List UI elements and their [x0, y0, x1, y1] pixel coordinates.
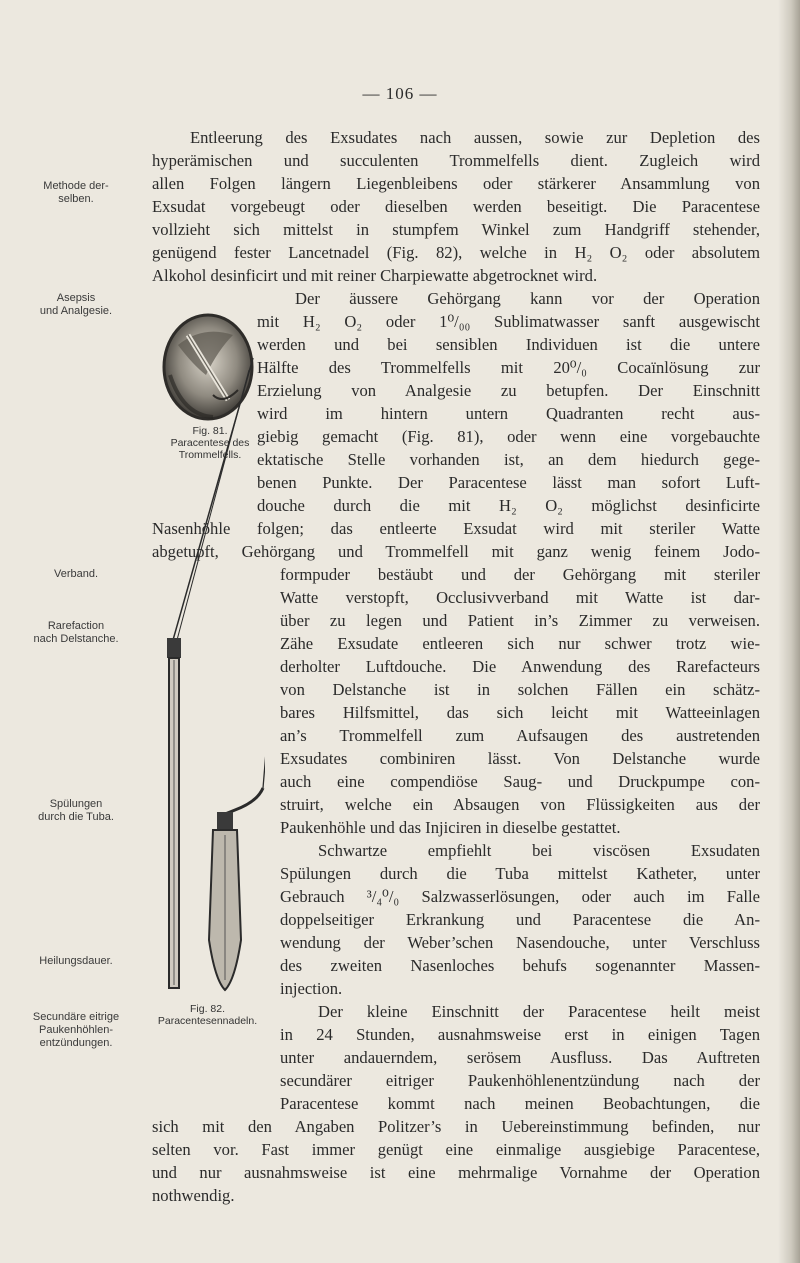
text-line: genügend fester Lancetnadel (Fig. 82), welche in H₂ O₂ oder absolutem: [152, 243, 760, 262]
text-line: unter andauerndem, serösem Ausfluss. Das Auftreten: [280, 1048, 760, 1067]
text-line: Entleerung des Exsudates nach aussen, sowie zur Depletion des: [190, 128, 760, 147]
text-line: über zu legen und Patient in’s Zimmer zu verweisen.: [280, 611, 760, 630]
text-line: injection.: [280, 979, 343, 998]
text-line: Alkohol desinficirt und mit reiner Charpiewatte abgetrocknet wird.: [152, 266, 598, 285]
text-line: werden und bei sensiblen Individuen ist die untere: [257, 335, 760, 354]
text-line: Paukenhöhle und das Injiciren in dieselbe gestattet.: [280, 818, 621, 837]
fig81-caption: Fig. 81. Paracentese des Trommelfells.: [170, 425, 250, 461]
page-number: — 106 —: [362, 84, 438, 103]
text-line: Schwartze empfiehlt bei viscösen Exsudaten: [318, 841, 760, 860]
text-line: auch eine compendiöse Saug- und Druckpumpe con-: [280, 772, 760, 791]
text-line: abgetupft, Gehörgang und Trommelfell mit ganz wenig feinem Jodo-: [152, 542, 760, 561]
text-line: Nasenhöhle folgen; das entleerte Exsudat wird mit steriler Watte: [152, 519, 760, 538]
text-line: allen Folgen längern Liegenbleibens oder stärkerer Ansammlung von: [152, 174, 760, 193]
text-line: Paracentese kommt nach meinen Beobachtungen, die: [280, 1094, 760, 1113]
margin-note-spuelungen: Spülungen durch die Tuba.: [38, 798, 114, 823]
margin-note-rarefaction: Rarefaction nach Delstanche.: [33, 620, 119, 645]
text-line: benen Punkte. Der Paracentese lässt man sofort Luft-: [257, 473, 760, 492]
text-line: Erzielung von Analgesie zu betupfen. Der Einschnitt: [257, 381, 760, 400]
text-line: formpuder bestäubt und der Gehörgang mit steriler: [280, 565, 760, 584]
fig82-needles-illustration: [145, 340, 265, 1000]
text-line: Der kleine Einschnitt der Paracentese heilt meist: [318, 1002, 760, 1021]
text-line: Exsudat vorgebeugt oder dieselben werden beseitigt. Die Paracentese: [152, 197, 760, 216]
text-line: Zähe Exsudate entleeren sich nur schwer trotz wie-: [280, 634, 760, 653]
text-line: des zweiten Nasenloches behufs sogenannter Massen-: [280, 956, 760, 975]
page-edge-shadow: [778, 0, 800, 1263]
text-line: struirt, welche ein Absaugen von Flüssigkeiten aus der: [280, 795, 760, 814]
text-line: bares Hilfsmittel, das sich leicht mit Watteeinlagen: [280, 703, 760, 722]
text-line: Der äussere Gehörgang kann vor der Operation: [295, 289, 760, 308]
text-line: douche durch die mit H₂ O₂ möglichst desinficirte: [257, 496, 760, 515]
margin-note-verband: Verband.: [53, 568, 99, 580]
text-line: ektatische Stelle vorhanden ist, an dem hiedurch gege-: [257, 450, 760, 469]
text-line: sich mit den Angaben Politzer’s in Uebereinstimmung befinden, nur: [152, 1117, 760, 1136]
text-line: von Delstanche ist in solchen Fällen ein schätz-: [280, 680, 760, 699]
text-line: hyperämischen und succulenten Trommelfells dient. Zugleich wird: [152, 151, 760, 170]
margin-note-methode: Methode der- selben.: [43, 180, 109, 205]
text-line: giebig gemacht (Fig. 81), oder wenn eine vorgebauchte: [257, 427, 760, 446]
fig82-caption: Fig. 82. Paracentesennadeln.: [157, 1003, 258, 1027]
text-line: doppelseitiger Erkrankung und Paracentese die An-: [280, 910, 760, 929]
text-line: wird im hintern untern Quadranten recht aus-: [257, 404, 760, 423]
text-line: mit H₂ O₂ oder 1⁰/₀₀ Sublimatwasser sanft ausgewischt: [257, 312, 760, 331]
text-line: vollzieht sich mittelst in stumpfem Winkel zum Handgriff stehender,: [152, 220, 760, 239]
text-line: Exsudates combiniren lässt. Von Delstanche wurde: [280, 749, 760, 768]
margin-note-heilungsdauer: Heilungsdauer.: [39, 955, 113, 967]
text-line: derholter Luftdouche. Die Anwendung des Rarefacteurs: [280, 657, 760, 676]
text-line: selten vor. Fast immer genügt eine einmalige ausgiebige Paracentese,: [152, 1140, 760, 1159]
margin-note-asepsis: Asepsis und Analgesie.: [39, 292, 113, 317]
text-line: Hälfte des Trommelfells mit 20⁰/₀ Cocaïnlösung zur: [257, 358, 760, 377]
text-line: wendung der Weber’schen Nasendouche, unter Verschluss: [280, 933, 760, 952]
text-line: Gebrauch ³/₄⁰/₀ Salzwasserlösungen, oder auch im Falle: [280, 887, 760, 906]
text-line: in 24 Stunden, ausnahmsweise erst in einigen Tagen: [280, 1025, 760, 1044]
text-line: an’s Trommelfell zum Aufsaugen des austretenden: [280, 726, 760, 745]
text-line: und nur ausnahmsweise ist eine mehrmalige Vornahme der Operation: [152, 1163, 760, 1182]
text-line: Watte verstopft, Occlusivverband mit Watte ist dar-: [280, 588, 760, 607]
margin-note-secundaere: Secundäre eitrige Paukenhöhlen- entzündungen.: [32, 1011, 120, 1049]
text-line: Spülungen durch die Tuba mittelst Katheter, unter: [280, 864, 760, 883]
text-line: nothwendig.: [152, 1186, 235, 1205]
text-line: secundärer eitriger Paukenhöhlenentzündung nach der: [280, 1071, 760, 1090]
